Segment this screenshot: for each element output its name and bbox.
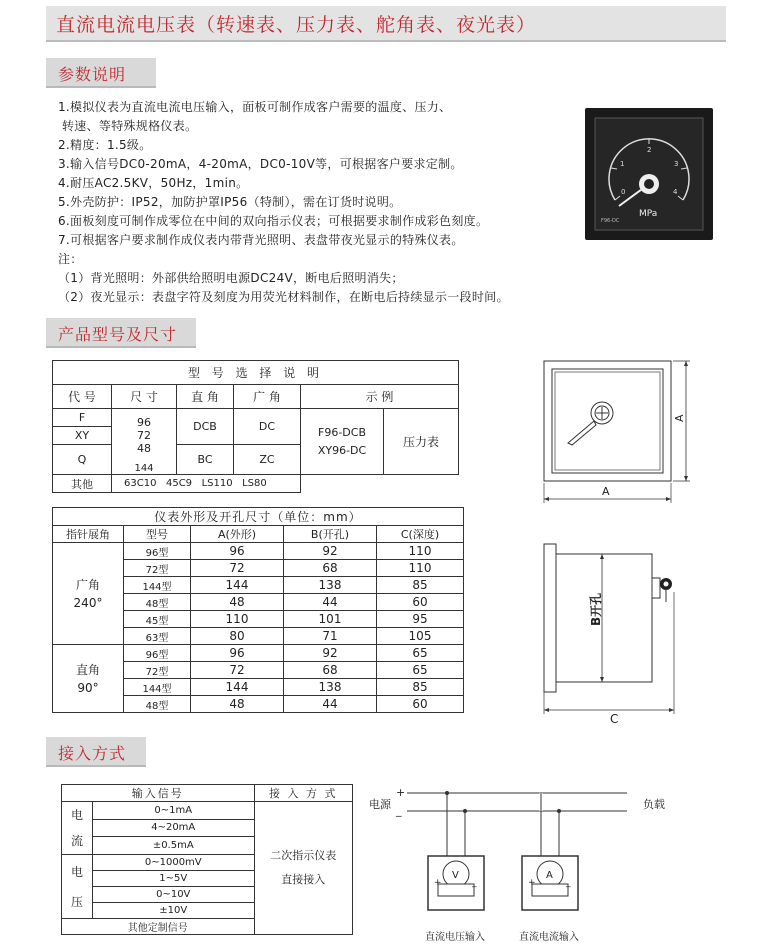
size-value: 72 — [137, 429, 151, 443]
right-angle-cell: DCB — [177, 409, 234, 445]
meter-photo — [585, 108, 713, 240]
dim-value-cell: 68 — [284, 560, 377, 577]
dim-value-cell: 44 — [284, 696, 377, 713]
model-cell: 63型 — [124, 628, 191, 645]
method-line: 二次指示仪表 — [270, 849, 337, 862]
group-char: 电 — [70, 864, 83, 879]
model-table-title: 型 号 选 择 说 明 — [53, 361, 459, 385]
load-label: 负载 — [643, 798, 665, 811]
dim-value-cell: 144 — [191, 577, 284, 594]
model-cell: 72型 — [124, 662, 191, 679]
dim-value-cell: 105 — [377, 628, 464, 645]
col-header: 广 角 — [234, 385, 301, 409]
other-signal-cell: 其他定制信号 — [62, 919, 255, 935]
dim-value-cell: 92 — [284, 645, 377, 662]
current-group-label — [62, 802, 93, 855]
dim-b-label: B开孔 — [589, 592, 603, 626]
param-line: 2.精度：1.5级。 — [58, 138, 152, 152]
col-header: 示 例 — [301, 385, 459, 409]
dim-row — [53, 543, 464, 560]
dim-value-cell: 110 — [377, 560, 464, 577]
param-line: 4.耐压AC2.5KV，50Hz，1min。 — [58, 176, 249, 190]
size-value: 48 — [137, 442, 151, 456]
scale-label: 4 — [673, 188, 678, 196]
code-cell: Q — [53, 445, 112, 475]
dim-value-cell: 44 — [284, 594, 377, 611]
dim-value-cell: 65 — [377, 645, 464, 662]
unit-label: MPa — [639, 209, 658, 219]
signal-cell: 0~1000mV — [93, 855, 255, 871]
scale-label: 0 — [621, 188, 626, 196]
scale-label: 1 — [620, 160, 625, 168]
circuit-diagram — [365, 784, 695, 946]
dim-value-cell: 92 — [284, 543, 377, 560]
dim-row — [53, 645, 464, 662]
dim-value-cell: 95 — [377, 611, 464, 628]
angle-degrees: 240° — [73, 595, 103, 610]
dim-value-cell: 48 — [191, 696, 284, 713]
plus-sign: + — [396, 786, 406, 799]
dim-value-cell: 65 — [377, 662, 464, 679]
scale-label: 3 — [674, 160, 679, 168]
dim-value-cell: 138 — [284, 577, 377, 594]
dim-value-cell: 60 — [377, 594, 464, 611]
current-caption: 直流电流输入 — [519, 932, 579, 943]
group-char: 流 — [70, 834, 83, 848]
dimension-table — [52, 507, 464, 713]
section-wiring-title: 接入方式 — [58, 744, 127, 763]
model-label: F96-DC — [601, 218, 620, 224]
dim-value-cell: 96 — [191, 645, 284, 662]
scale-label: 2 — [647, 146, 652, 154]
dim-a-label: A — [602, 485, 610, 498]
other-values: 63C10 45C9 LS110 LS80 — [112, 475, 301, 493]
example-code: XY96-DC — [317, 443, 367, 457]
dim-value-cell: 72 — [191, 662, 284, 679]
size-value: 144 — [112, 463, 177, 475]
dim-value-cell: 60 — [377, 696, 464, 713]
param-line: 注： — [58, 252, 83, 266]
example-code: F96-DCB — [318, 425, 366, 439]
minus-sign: _ — [396, 804, 402, 817]
angle-group-cell — [53, 543, 124, 645]
param-line: 7.可根据客户要求制作成仪表内带背光照明、表盘带夜光显示的特殊仪表。 — [58, 233, 464, 247]
voltmeter-symbol: V — [452, 870, 459, 881]
model-cell: 48型 — [124, 594, 191, 611]
dim-value-cell: 101 — [284, 611, 377, 628]
dim-value-cell: 110 — [191, 611, 284, 628]
model-table — [52, 360, 459, 493]
col-header: B(开孔) — [284, 526, 377, 543]
model-cell: 48型 — [124, 696, 191, 713]
dim-table-title: 仪表外形及开孔尺寸（单位：mm） — [53, 508, 464, 526]
size-value: 96 — [137, 416, 151, 430]
col-header: 直 角 — [177, 385, 234, 409]
param-line: 5.外壳防护：IP52，加防护罩IP56（特制），需在订货时说明。 — [58, 195, 402, 209]
model-cell: 144型 — [124, 577, 191, 594]
dim-c-label: C — [610, 712, 619, 726]
section-params-title: 参数说明 — [58, 65, 127, 84]
model-cell: 144型 — [124, 679, 191, 696]
dim-value-cell: 68 — [284, 662, 377, 679]
meter-dial-graphic — [585, 108, 713, 240]
page-title: 直流电流电压表（转速表、压力表、舵角表、夜光表） — [56, 14, 537, 36]
col-header: C(深度) — [377, 526, 464, 543]
model-cell: 96型 — [124, 543, 191, 560]
dim-value-cell: 85 — [377, 679, 464, 696]
param-line: 6.面板刻度可制作成零位在中间的双向指示仪表；可根据要求制作成彩色刻度。 — [58, 214, 489, 228]
example-codes — [301, 409, 384, 475]
right-angle-cell: BC — [177, 445, 234, 475]
col-header: 尺 寸 — [112, 385, 177, 409]
group-char: 电 — [70, 808, 83, 822]
angle-degrees: 90° — [77, 680, 99, 695]
param-line: 转速、等特殊规格仪表。 — [62, 119, 198, 133]
col-header: 代 号 — [53, 385, 112, 409]
section-wiring — [46, 737, 146, 767]
front-view-drawing — [538, 355, 698, 515]
wide-angle-cell: DC — [234, 409, 301, 445]
dim-value-cell: 48 — [191, 594, 284, 611]
wiring-table — [61, 784, 353, 935]
ammeter-symbol: A — [546, 870, 553, 881]
col-header: 指针展角 — [53, 526, 124, 543]
voltage-caption: 直流电压输入 — [425, 932, 485, 943]
code-cell: XY — [53, 427, 112, 445]
dim-value-cell: 96 — [191, 543, 284, 560]
param-line: （2）夜光显示：表盘字符及刻度为用荧光材料制作，在断电后持续显示一段时间。 — [58, 290, 509, 304]
dim-value-cell: 144 — [191, 679, 284, 696]
dim-value-cell: 72 — [191, 560, 284, 577]
dim-value-cell: 85 — [377, 577, 464, 594]
signal-cell: 0~1mA — [93, 802, 255, 820]
signal-cell: ±10V — [93, 903, 255, 919]
side-view-drawing — [538, 540, 698, 730]
section-models — [46, 318, 196, 348]
angle-name: 直角 — [75, 662, 100, 677]
col-header: 输入信号 — [62, 785, 255, 802]
example-name: 压力表 — [384, 409, 459, 475]
source-label: 电源 — [369, 798, 391, 811]
param-line: 3.输入信号DC0-20mA，4-20mA，DC0-10V等，可根据客户要求定制。 — [58, 157, 463, 171]
signal-cell: 0~10V — [93, 887, 255, 903]
model-cell: 72型 — [124, 560, 191, 577]
model-cell: 45型 — [124, 611, 191, 628]
dim-value-cell: 71 — [284, 628, 377, 645]
group-char: 压 — [70, 894, 83, 909]
dim-value-cell: 110 — [377, 543, 464, 560]
section-params — [46, 58, 156, 88]
angle-group-cell — [53, 645, 124, 713]
param-line: （1）背光照明：外部供给照明电源DC24V，断电后照明消失； — [58, 271, 404, 285]
vm-minus: _ — [472, 878, 477, 888]
dim-a-side-label: A — [673, 414, 686, 422]
dim-value-cell: 138 — [284, 679, 377, 696]
method-cell — [254, 802, 352, 935]
vm-plus: + — [434, 878, 442, 888]
col-header: 型号 — [124, 526, 191, 543]
voltage-group-label — [62, 855, 93, 919]
am-minus: _ — [566, 878, 571, 888]
signal-cell: 4~20mA — [93, 819, 255, 837]
code-cell: F — [53, 409, 112, 427]
col-header: 接 入 方 式 — [254, 785, 352, 802]
signal-cell: 1~5V — [93, 871, 255, 887]
method-line: 直接接入 — [281, 873, 326, 886]
model-cell: 96型 — [124, 645, 191, 662]
wide-angle-cell: ZC — [234, 445, 301, 475]
col-header: A(外形) — [191, 526, 284, 543]
angle-name: 广角 — [75, 577, 100, 592]
title-bar — [46, 6, 726, 42]
section-models-title: 产品型号及尺寸 — [58, 325, 178, 344]
size-cell — [112, 409, 177, 463]
signal-cell: ±0.5mA — [93, 837, 255, 855]
param-line: 1.模拟仪表为直流电流电压输入，面板可制作成客户需要的温度、压力、 — [58, 100, 452, 114]
am-plus: + — [528, 878, 536, 888]
other-label: 其他 — [53, 475, 112, 493]
dim-value-cell: 80 — [191, 628, 284, 645]
